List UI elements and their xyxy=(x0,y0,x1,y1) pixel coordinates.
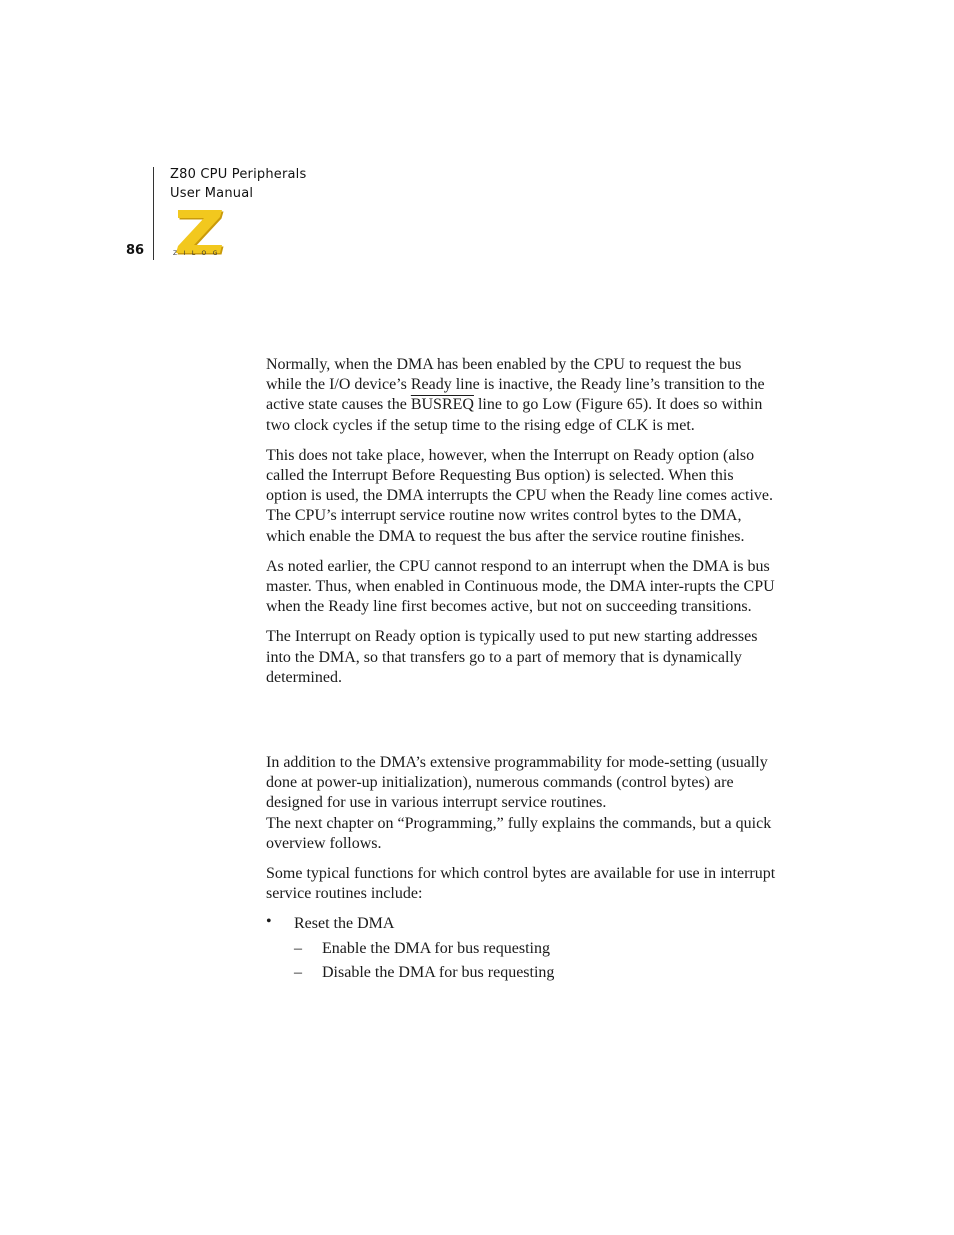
page-number: 86 xyxy=(126,243,145,258)
logo-wordmark: ZILOG xyxy=(173,250,224,257)
busreq-signal: BUSREQ xyxy=(410,396,474,414)
dash-icon: – xyxy=(294,939,302,957)
body-text xyxy=(266,355,776,987)
paragraph-6: Some typical functions for which control bytes are available for use in interrupt service routines include: xyxy=(266,865,776,903)
paragraph-5 xyxy=(266,753,776,854)
list-item-label: Reset the DMA xyxy=(294,915,395,933)
section-gap xyxy=(266,698,776,753)
paragraph-1-text-b: line to go Low (Figure 65). It does so within two clock cycles if the setup time to the rising edge of CLK is met. xyxy=(266,396,763,434)
sub-list-item xyxy=(266,939,776,959)
paragraph-3: As noted earlier, the CPU cannot respond to an interrupt when the DMA is bus master. Thus, when enabled in Continuous mode, the DMA inter-rupts the CPU when the Ready line first becomes active, but not on succeeding transitions. xyxy=(266,557,775,616)
paragraph-1 xyxy=(266,355,776,436)
paragraph-5-line-2: The next chapter on “Programming,” fully explains the commands, but a quick overview follows. xyxy=(266,814,772,852)
dash-icon: – xyxy=(294,963,302,981)
header-title-line1: Z80 CPU Peripherals xyxy=(170,167,307,182)
paragraph-5-line-1: In addition to the DMA’s extensive programmability for mode-setting (usually done at power-up initialization), numerous commands (control bytes) are designed for use in various interrupt service routines. xyxy=(266,754,768,812)
list-item xyxy=(266,914,776,934)
paragraph-2: This does not take place, however, when the Interrupt on Ready option (also called the Interrupt Before Requesting Bus option) is selected. When this option is used, the DMA interrupts the CPU when the Ready line comes active. The CPU’s interrupt service routine now writes control bytes to the DMA, which enable the DMA to request the bus after the service routine finishes. xyxy=(266,446,774,545)
sub-list-item-label: Disable the DMA for bus requesting xyxy=(322,963,555,981)
header-title-line2: User Manual xyxy=(170,186,254,201)
sub-list-item-label: Enable the DMA for bus requesting xyxy=(322,939,550,957)
running-header xyxy=(170,165,306,203)
logo-z-shape xyxy=(176,210,222,253)
paragraph-1-text-a: Normally, when the DMA has been enabled by the CPU to request the bus while the I/O device’s Ready line is inactive, the Ready line’s transition to the active state causes the xyxy=(266,356,765,414)
bullet-icon: • xyxy=(266,913,272,931)
sub-list-item xyxy=(266,963,776,983)
header-vertical-rule xyxy=(153,167,154,260)
paragraph-4: The Interrupt on Ready option is typically used to put new starting addresses into the DMA, so that transfers go to a part of memory that is dynamically determined. xyxy=(266,628,758,686)
